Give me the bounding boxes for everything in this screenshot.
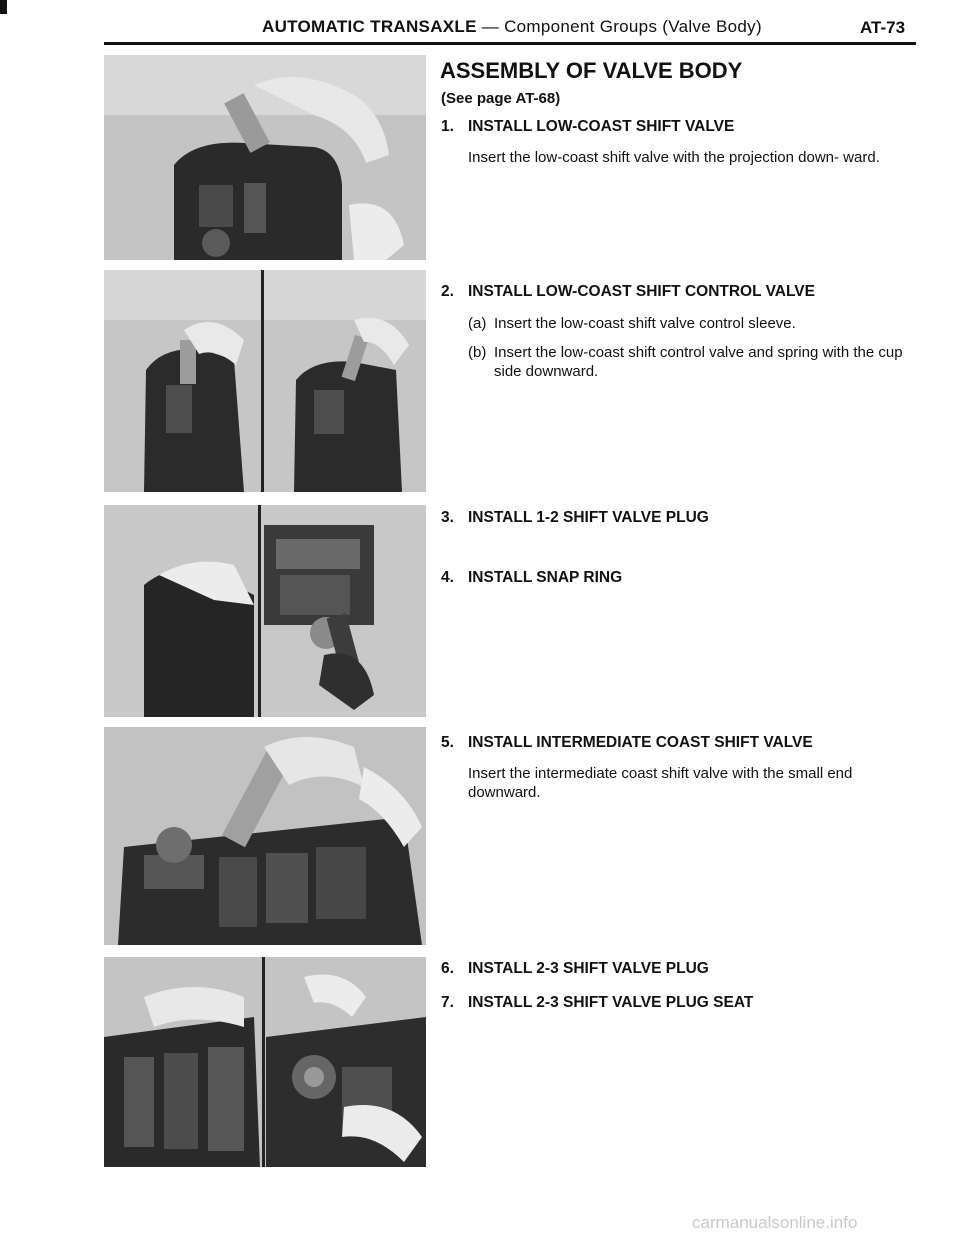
- step-number: 2.: [441, 283, 454, 300]
- step-title: INSTALL 1-2 SHIFT VALVE PLUG: [468, 509, 709, 526]
- step-heading: [441, 994, 921, 1012]
- step-heading: [441, 118, 921, 136]
- photo-intermediate-coast-shift-valve: [104, 727, 426, 945]
- step-heading: [441, 734, 921, 752]
- step-instruction: Insert the intermediate coast shift valve with the small end downward.: [468, 765, 853, 801]
- header-rule: [104, 42, 916, 45]
- substep-letter: (b): [468, 344, 487, 361]
- photo-low-coast-shift-control-valve: [104, 270, 426, 492]
- step-number: 7.: [441, 994, 454, 1011]
- section-title: ASSEMBLY OF VALVE BODY: [440, 58, 743, 83]
- step-title: INSTALL SNAP RING: [468, 569, 623, 586]
- step-heading: [441, 569, 921, 587]
- page-number: AT-73: [860, 18, 906, 37]
- step-title: INSTALL INTERMEDIATE COAST SHIFT VALVE: [468, 734, 813, 751]
- step-4: [441, 569, 921, 587]
- substep-b: [468, 343, 921, 381]
- step-number: 5.: [441, 734, 454, 751]
- step-1: [441, 118, 921, 167]
- header-title: AUTOMATIC TRANSAXLE — Component Groups (Valve Body): [262, 17, 762, 36]
- footer-watermark: carmanualsonline.info: [692, 1213, 858, 1232]
- step-heading: [441, 283, 921, 301]
- step-title: INSTALL 2-3 SHIFT VALVE PLUG SEAT: [468, 994, 754, 1011]
- photo-shift-valve-plug-snap-ring: [104, 505, 426, 717]
- photo-low-coast-shift-valve: [104, 55, 426, 260]
- step-number: 3.: [441, 509, 454, 526]
- step-title: INSTALL LOW-COAST SHIFT CONTROL VALVE: [468, 283, 815, 300]
- step-5: [441, 734, 921, 802]
- step-3: [441, 509, 921, 527]
- step-title: INSTALL 2-3 SHIFT VALVE PLUG: [468, 960, 709, 977]
- substep-a: [468, 314, 921, 333]
- step-6: [441, 960, 921, 978]
- step-7: [441, 994, 921, 1012]
- section-page-reference: (See page AT-68): [441, 90, 561, 107]
- substep-text: Insert the low-coast shift control valve and spring with the cup side downward.: [494, 344, 903, 380]
- photo-2-3-shift-valve-plug: [104, 957, 426, 1167]
- step-2: [441, 283, 921, 381]
- substep-text: Insert the low-coast shift valve control sleeve.: [494, 315, 796, 332]
- step-title: INSTALL LOW-COAST SHIFT VALVE: [468, 118, 735, 135]
- step-heading: [441, 509, 921, 527]
- substep-letter: (a): [468, 315, 487, 332]
- step-number: 4.: [441, 569, 454, 586]
- page-header: [0, 0, 960, 48]
- step-number: 6.: [441, 960, 454, 977]
- step-number: 1.: [441, 118, 454, 135]
- step-heading: [441, 960, 921, 978]
- step-instruction: Insert the low-coast shift valve with the projection down- ward.: [468, 149, 880, 166]
